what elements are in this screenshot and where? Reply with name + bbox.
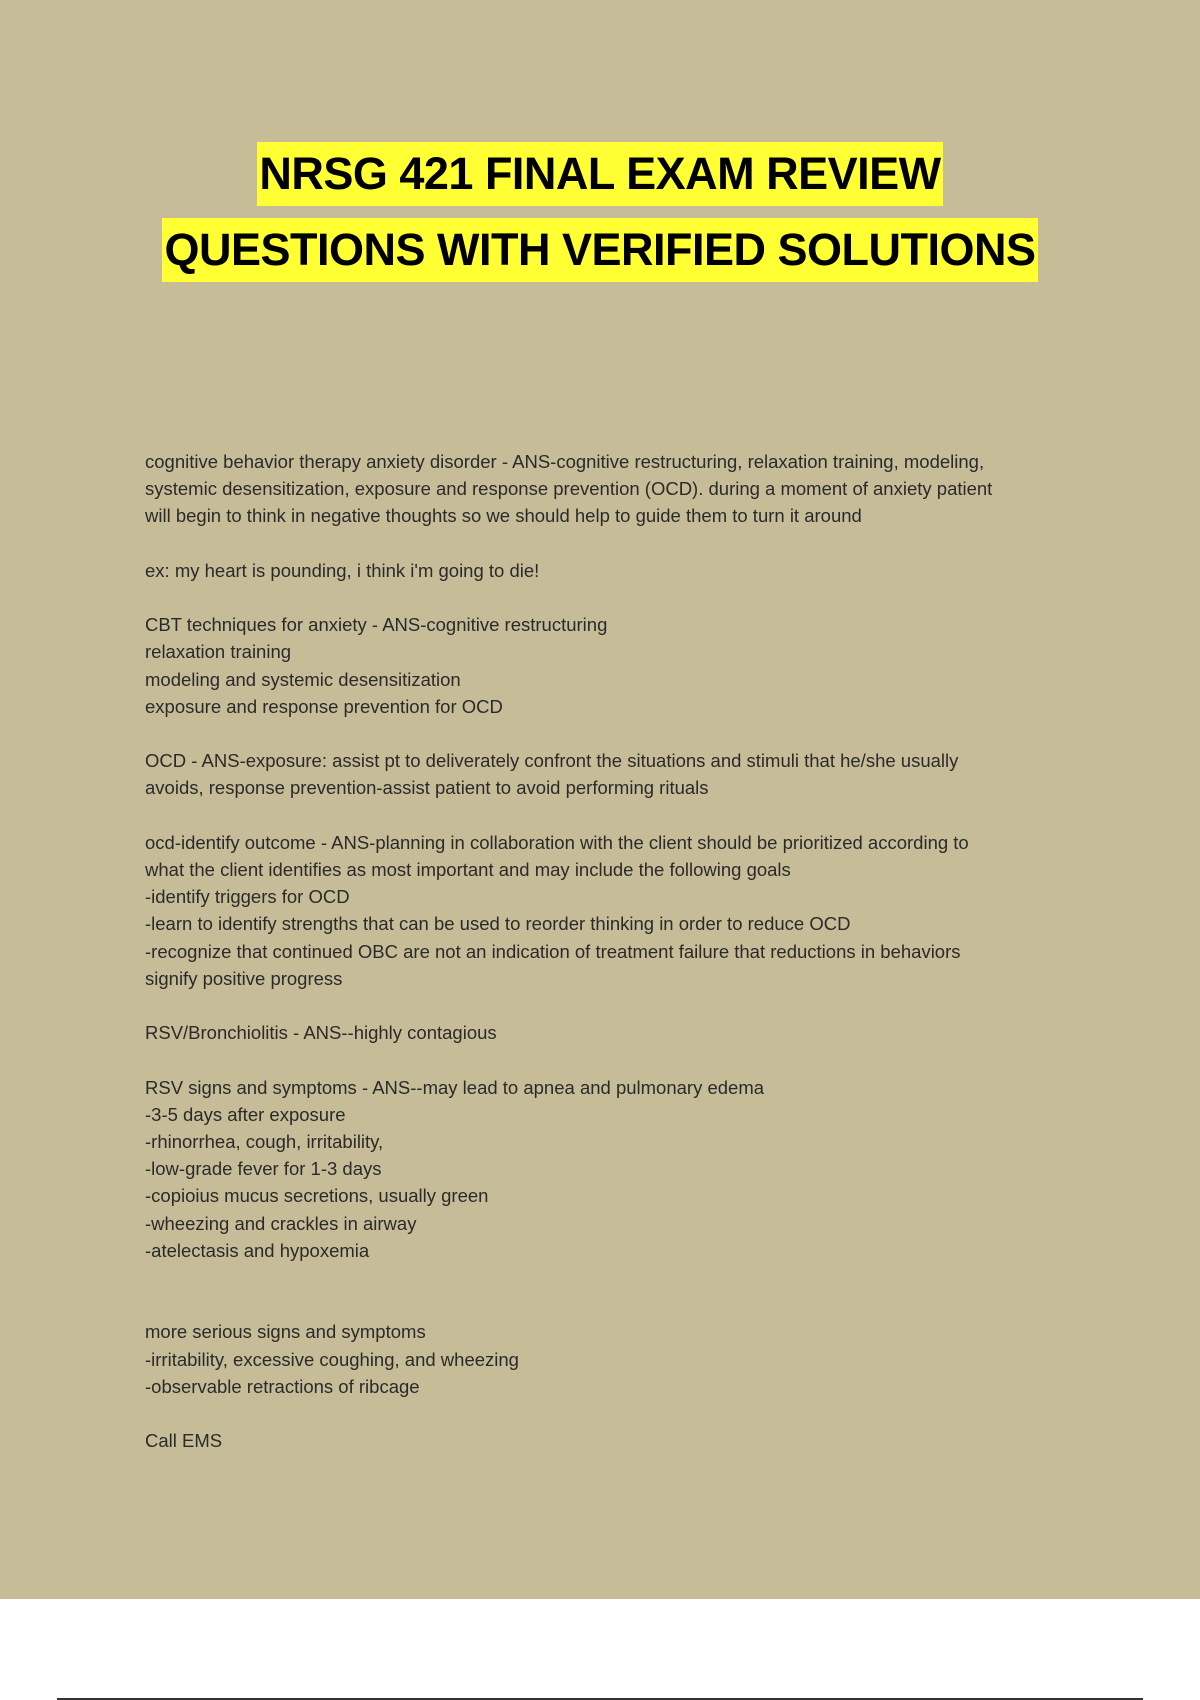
text-line: -rhinorrhea, cough, irritability, bbox=[145, 1130, 384, 1152]
title-line: QUESTIONS WITH VERIFIED SOLUTIONS bbox=[162, 218, 1037, 282]
text-line: relaxation training bbox=[145, 641, 292, 663]
call-ems bbox=[145, 1427, 1090, 1454]
text-line: more serious signs and symptoms bbox=[145, 1321, 426, 1343]
text-line: -irritability, excessive coughing, and wheezing bbox=[145, 1348, 519, 1370]
document-title bbox=[0, 142, 1200, 294]
text-line: ocd-identify outcome - ANS-planning in collaboration with the client should be prioritized according to bbox=[145, 831, 969, 853]
text-line: cognitive behavior therapy anxiety disorder - ANS-cognitive restructuring, relaxation training, modeling, bbox=[145, 451, 985, 472]
text-line: -observable retractions of ribcage bbox=[145, 1375, 420, 1397]
text-line: -atelectasis and hypoxemia bbox=[145, 1239, 370, 1261]
text-line: exposure and response prevention for OCD bbox=[145, 695, 503, 717]
text-line: -copioius mucus secretions, usually green bbox=[145, 1185, 489, 1207]
text-line: what the client identifies as most important and may include the following goals bbox=[145, 858, 791, 880]
text-line: ex: my heart is pounding, i think i'm going to die! bbox=[145, 559, 540, 581]
qa-rsv-bronchiolitis bbox=[145, 1019, 1090, 1046]
text-line: -3-5 days after exposure bbox=[145, 1103, 346, 1125]
text-line: -identify triggers for OCD bbox=[145, 886, 350, 908]
text-line: will begin to think in negative thoughts so we should help to guide them to turn it around bbox=[145, 505, 862, 527]
text-line: -low-grade fever for 1-3 days bbox=[145, 1158, 382, 1180]
text-line: -recognize that continued OBC are not an indication of treatment failure that reductions in behaviors bbox=[145, 940, 961, 962]
text-line: Call EMS bbox=[145, 1430, 223, 1452]
qa-cbt-techniques bbox=[145, 611, 1090, 720]
text-line: avoids, response prevention-assist patient to avoid performing rituals bbox=[145, 777, 709, 799]
qa-ocd-identify-outcome bbox=[145, 829, 1090, 992]
text-line: CBT techniques for anxiety - ANS-cognitive restructuring bbox=[145, 614, 608, 636]
text-line: systemic desensitization, exposure and response prevention (OCD). during a moment of anxiety patient bbox=[145, 478, 993, 500]
text-line: -learn to identify strengths that can be used to reorder thinking in order to reduce OCD bbox=[145, 913, 851, 935]
text-line: modeling and systemic desensitization bbox=[145, 668, 461, 690]
qa-rsv-signs-symptoms bbox=[145, 1074, 1090, 1264]
text-line: signify positive progress bbox=[145, 967, 343, 989]
document-body bbox=[145, 448, 1090, 1482]
example-line bbox=[145, 557, 1090, 584]
text-line: RSV/Bronchiolitis - ANS--highly contagious bbox=[145, 1022, 497, 1044]
text-line: RSV signs and symptoms - ANS--may lead to apnea and pulmonary edema bbox=[145, 1076, 765, 1098]
qa-cbt-anxiety-disorder bbox=[145, 448, 1090, 530]
text-line: -wheezing and crackles in airway bbox=[145, 1212, 417, 1234]
spacer bbox=[145, 1291, 1090, 1318]
title-line: NRSG 421 FINAL EXAM REVIEW bbox=[257, 142, 942, 206]
text-line: OCD - ANS-exposure: assist pt to deliverately confront the situations and stimuli that he/she usually bbox=[145, 750, 959, 772]
qa-ocd bbox=[145, 747, 1090, 801]
more-serious-signs bbox=[145, 1318, 1090, 1400]
